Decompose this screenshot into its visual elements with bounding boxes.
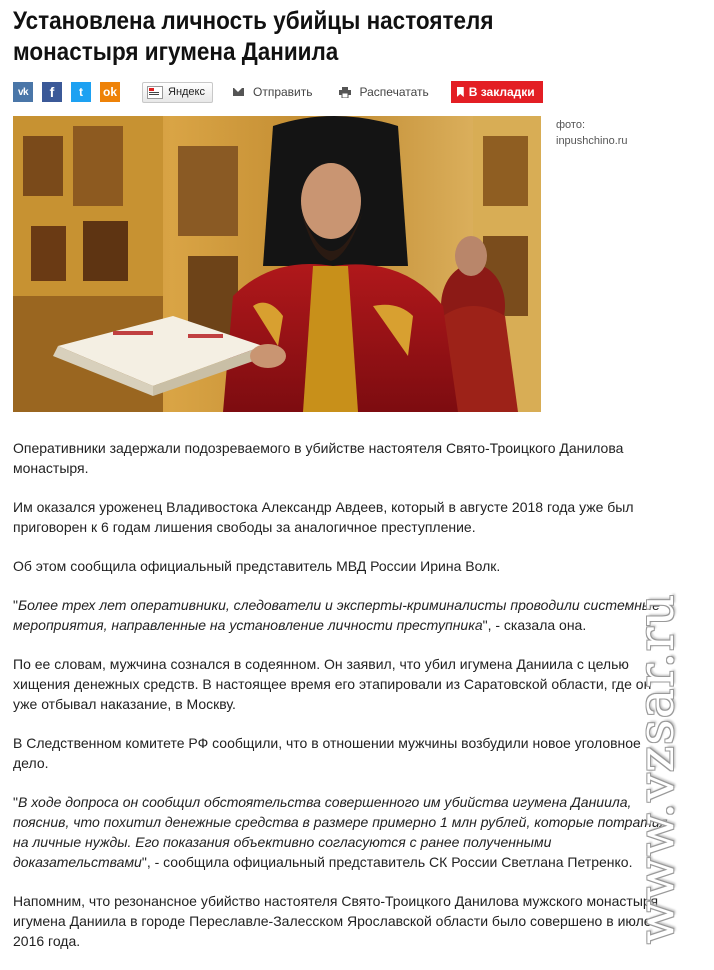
bookmark-button[interactable] xyxy=(451,81,543,103)
odnoklassniki-icon: ok xyxy=(102,85,117,99)
article-photo xyxy=(13,116,541,412)
article-paragraph: Оперативники задержали подозреваемого в убийстве настоятеля Свято-Троицкого Данилова монастыря. xyxy=(13,440,624,476)
article-quote: Более трех лет оперативники, следователи и эксперты-криминалисты проводили системные мероприятия, направленные на установление личности преступника xyxy=(13,597,660,633)
article-paragraph: Им оказался уроженец Владивостока Александр Авдеев, который в августе 2018 года уже был приговорен к 6 годам лишения свободы за аналогичное преступление. xyxy=(13,499,634,535)
bookmark-icon xyxy=(457,87,464,97)
print-button-label: Распечатать xyxy=(359,85,429,99)
article-quote-paragraph: "В ходе допроса он сообщил обстоятельства совершенного им убийства игумена Даниила, пояснив, что похитил денежные средства в размере примерно 1 млн рублей, которые потратил на личные нужды. Его показания объективно согласуются с ранее полученными доказательствами", - сообщила официальный представитель СК России Светлана Петренко. xyxy=(13,794,668,870)
photo-credit-source: inpushchino.ru xyxy=(556,135,628,147)
facebook-share-button[interactable] xyxy=(42,82,62,102)
print-button[interactable] xyxy=(339,85,429,99)
printer-icon xyxy=(339,87,351,98)
article-paragraph: Об этом сообщила официальный представитель МВД России Ирина Волк. xyxy=(13,558,501,574)
article-title: Установлена личность убийцы настоятеля монастыря игумена Даниила xyxy=(13,7,494,66)
article-paragraph: По ее словам, мужчина сознался в содеянном. Он заявил, что убил игумена Даниила с целью хищения денежных средств. В настоящее время его этапировали из Саратовской области, где он уже отбывал наказание, в Москву. xyxy=(13,656,652,712)
facebook-icon: f xyxy=(49,84,55,100)
yandex-button-label: Яндекс xyxy=(168,86,205,98)
yandex-news-icon xyxy=(147,86,163,99)
send-button[interactable] xyxy=(233,85,313,99)
twitter-share-button[interactable] xyxy=(71,82,91,102)
yandex-button[interactable] xyxy=(142,82,213,103)
twitter-icon: t xyxy=(79,85,83,99)
odnoklassniki-share-button[interactable] xyxy=(100,82,120,102)
vk-icon: vk xyxy=(17,86,29,98)
send-button-label: Отправить xyxy=(253,85,313,99)
vk-share-button[interactable] xyxy=(13,82,33,102)
article-body xyxy=(13,438,673,970)
envelope-icon xyxy=(233,88,244,96)
article-paragraph: В Следственном комитете РФ сообщили, что в отношении мужчины возбудили новое уголовное дело. xyxy=(13,735,641,771)
site-watermark: www.vzsar.ru xyxy=(627,593,685,944)
article-paragraph: Напомним, что резонансное убийство настоятеля Свято-Троицкого Данилова мужского монастыря игумена Даниила в городе Переславле-Залесском Ярославской области было совершено в июле 2016 года. xyxy=(13,893,659,949)
article-quote: В ходе допроса он сообщил обстоятельства совершенного им убийства игумена Даниила, пояснив, что похитил денежные средства в размере примерно 1 млн рублей, которые потратил на личные нужды. Его показания объективно согласуются с ранее полученными доказательствами xyxy=(13,794,668,870)
share-toolbar xyxy=(13,80,703,104)
photo-credit-label: фото: xyxy=(556,119,586,131)
bookmark-button-label: В закладки xyxy=(468,85,535,99)
photo-credit xyxy=(556,117,676,149)
article-quote-paragraph: "Более трех лет оперативники, следователи и эксперты-криминалисты проводили системные мероприятия, направленные на установление личности преступника", - сказала она. xyxy=(13,597,660,633)
